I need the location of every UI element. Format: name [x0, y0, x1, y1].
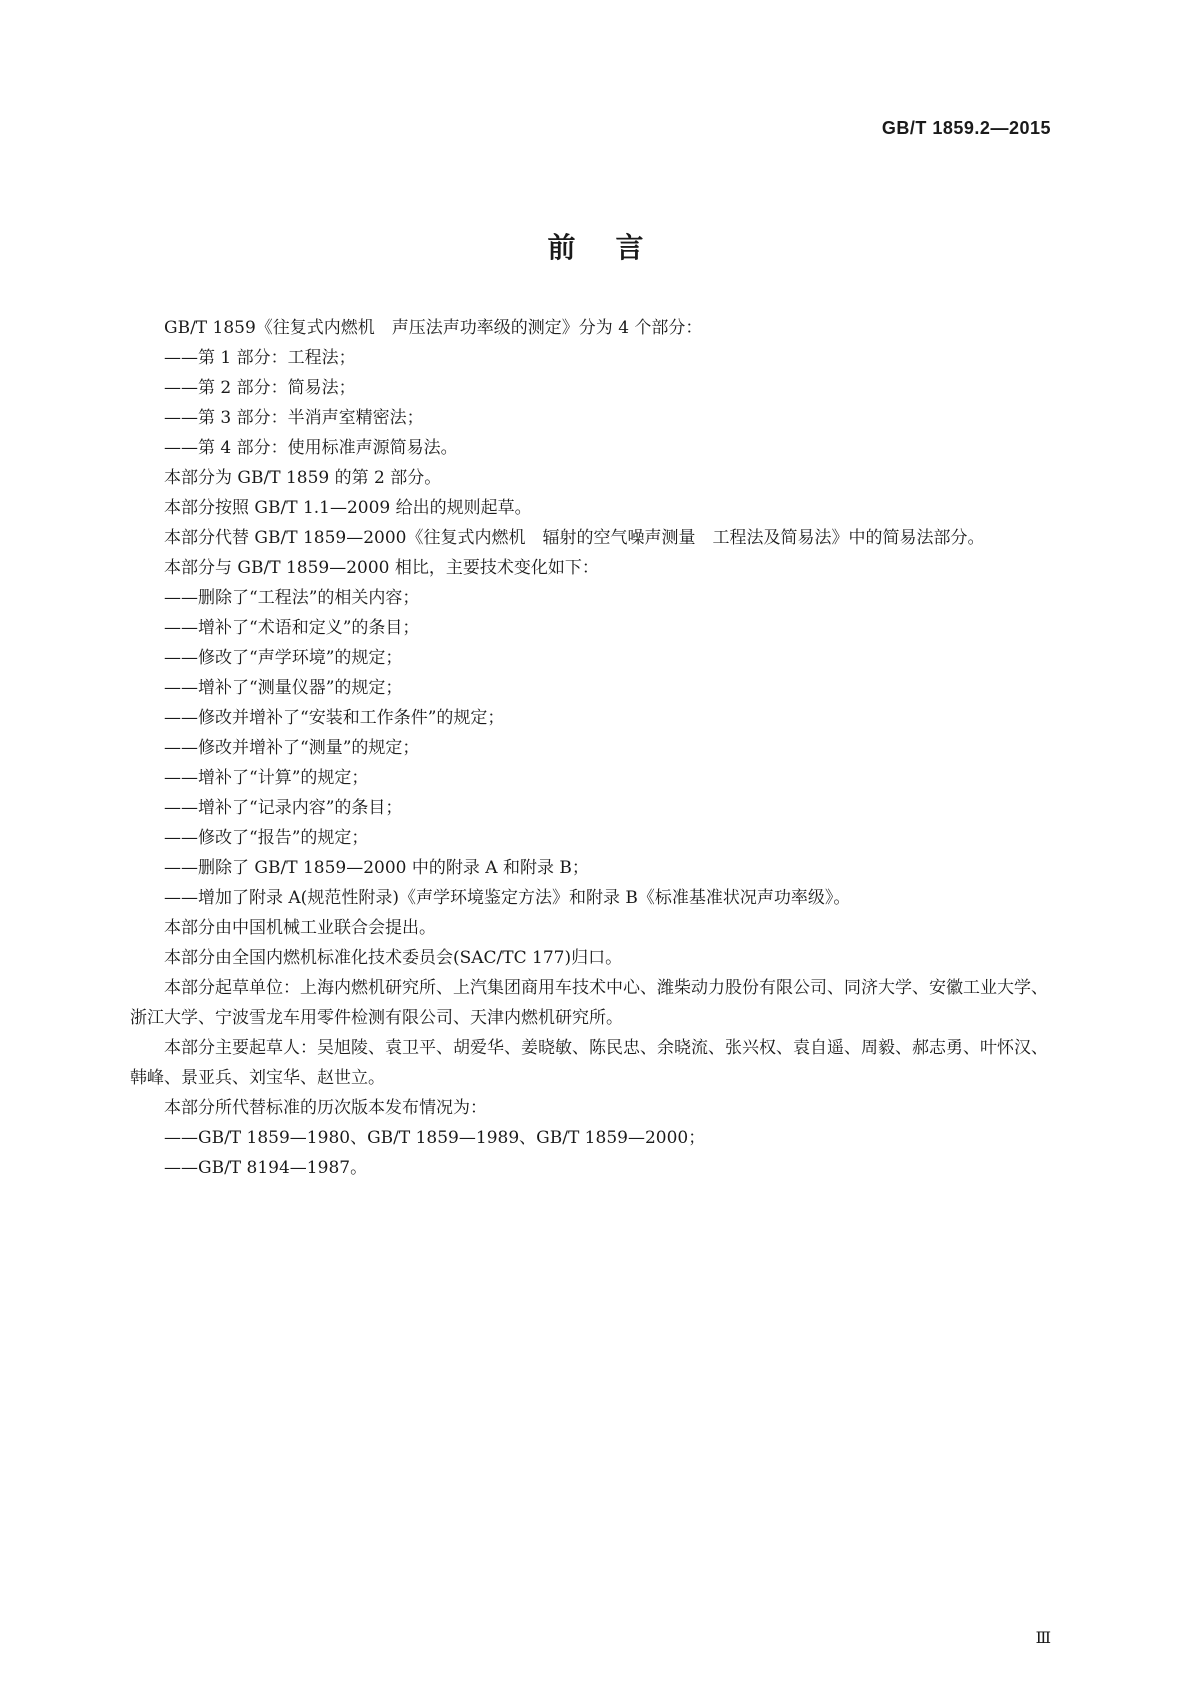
paragraph: ——增补了“记录内容”的条目；: [164, 798, 403, 818]
paragraph: 本部分由全国内燃机标准化技术委员会(SAC/TC 177)归口。: [164, 948, 623, 968]
paragraph: ——GB/T 8194—1987。: [164, 1158, 368, 1178]
paragraph: ——增补了“计算”的规定；: [164, 768, 369, 788]
paragraph: ——删除了 GB/T 1859—2000 中的附录 A 和附录 B；: [164, 858, 589, 878]
standard-number: GB/T 1859.2—2015: [881, 118, 1051, 138]
paragraph: 本部分所代替标准的历次版本发布情况为：: [164, 1098, 487, 1118]
paragraph: 本部分为 GB/T 1859 的第 2 部分。: [164, 468, 442, 488]
paragraph: ——第 4 部分：使用标准声源简易法。: [164, 438, 458, 458]
paragraph: ——修改了“声学环境”的规定；: [164, 648, 403, 668]
paragraph: ——修改并增补了“安装和工作条件”的规定；: [164, 708, 505, 728]
paragraph: 本部分代替 GB/T 1859—2000《往复式内燃机 辐射的空气噪声测量 工程法及简易法》中的简易法部分。: [164, 528, 985, 548]
paragraph: ——修改并增补了“测量”的规定；: [164, 738, 420, 758]
paragraph: 本部分起草单位：上海内燃机研究所、上汽集团商用车技术中心、潍柴动力股份有限公司、同济大学、安徽工业大学、浙江大学、宁波雪龙车用零件检测有限公司、天津内燃机研究所。: [130, 978, 1048, 1028]
page-number: Ⅲ: [1035, 1628, 1051, 1647]
paragraph: ——删除了“工程法”的相关内容；: [164, 588, 420, 608]
page-title: 前言: [547, 231, 684, 264]
paragraph: ——增补了“测量仪器”的规定；: [164, 678, 403, 698]
foreword-body: [130, 313, 1058, 1183]
paragraph: ——增加了附录 A(规范性附录)《声学环境鉴定方法》和附录 B《标准基准状况声功率级》。: [164, 888, 851, 908]
paragraph: 本部分由中国机械工业联合会提出。: [164, 918, 436, 938]
paragraph: 本部分主要起草人：吴旭陵、袁卫平、胡爱华、姜晓敏、陈民忠、余晓流、张兴权、袁自遥、周毅、郝志勇、叶怀汉、韩峰、景亚兵、刘宝华、赵世立。: [130, 1038, 1048, 1088]
paragraph: ——第 1 部分：工程法；: [164, 348, 356, 368]
paragraph: ——GB/T 1859—1980、GB/T 1859—1989、GB/T 1859—2000；: [164, 1128, 706, 1148]
paragraph: ——修改了“报告”的规定；: [164, 828, 369, 848]
paragraph: ——第 3 部分：半消声室精密法；: [164, 408, 424, 428]
paragraph: GB/T 1859《往复式内燃机 声压法声功率级的测定》分为 4 个部分：: [164, 318, 703, 338]
paragraph: 本部分与 GB/T 1859—2000 相比，主要技术变化如下：: [164, 558, 599, 578]
paragraph: 本部分按照 GB/T 1.1—2009 给出的规则起草。: [164, 498, 532, 518]
paragraph: ——第 2 部分：简易法；: [164, 378, 356, 398]
paragraph: ——增补了“术语和定义”的条目；: [164, 618, 420, 638]
